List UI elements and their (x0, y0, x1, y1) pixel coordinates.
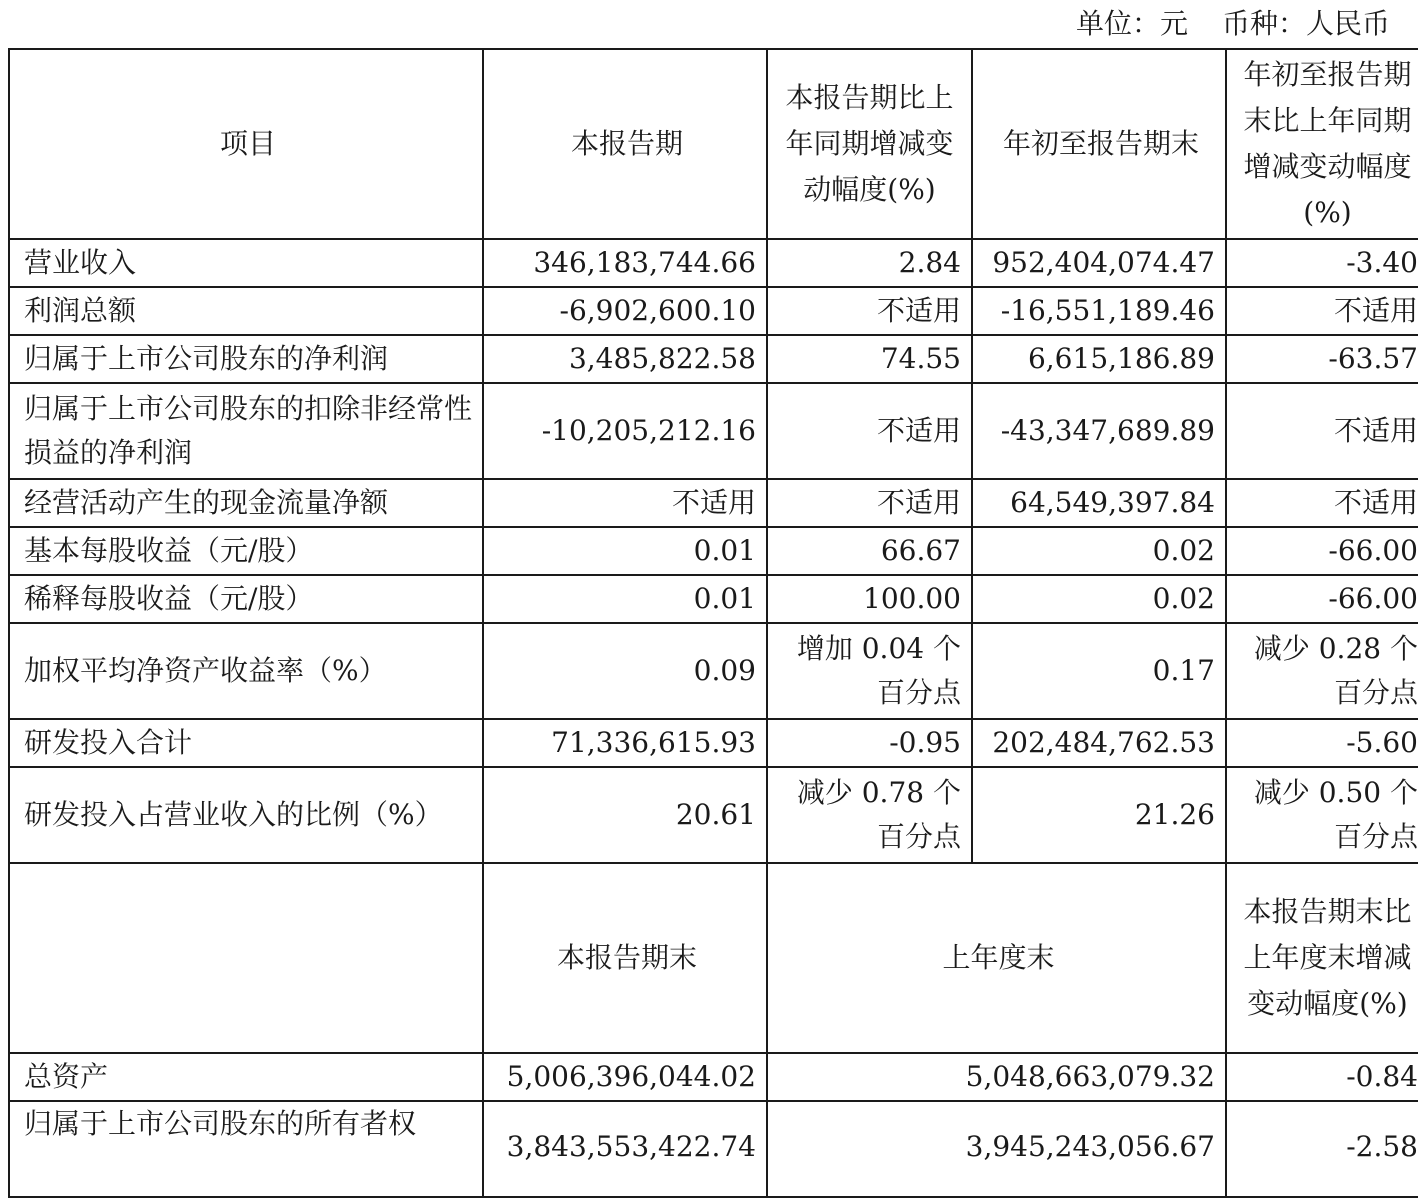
row-item: 研发投入合计 (9, 719, 483, 767)
row-ytd: 0.02 (972, 575, 1226, 623)
row-ytd-change: 不适用 (1226, 479, 1418, 527)
row-ytd: 21.26 (972, 767, 1226, 863)
row-item: 研发投入占营业收入的比例（%） (9, 767, 483, 863)
row-change: 74.55 (767, 335, 972, 383)
header-ytd: 年初至报告期末 (972, 49, 1226, 239)
row-ytd-change: -5.60 (1226, 719, 1418, 767)
row-change: 66.67 (767, 527, 972, 575)
row-ytd: -16,551,189.46 (972, 287, 1226, 335)
header-item: 项目 (9, 49, 483, 239)
row-ytd-change: -66.00 (1226, 527, 1418, 575)
row-change: -2.58 (1226, 1101, 1418, 1197)
row-item: 基本每股收益（元/股） (9, 527, 483, 575)
row-ytd: 6,615,186.89 (972, 335, 1226, 383)
row-ytd-change: -3.40 (1226, 239, 1418, 287)
header-row-balance (9, 863, 1418, 1053)
row-current: 346,183,744.66 (483, 239, 767, 287)
row-item: 归属于上市公司股东的净利润 (9, 335, 483, 383)
row-change: 不适用 (767, 479, 972, 527)
row-current: 0.01 (483, 527, 767, 575)
table-row (9, 767, 1418, 863)
row-ytd: 202,484,762.53 (972, 719, 1226, 767)
row-ytd-change: 不适用 (1226, 287, 1418, 335)
table-row (9, 287, 1418, 335)
row-change: 2.84 (767, 239, 972, 287)
unit-caption (1076, 4, 1390, 44)
row-period-end: 3,843,553,422.74 (483, 1101, 767, 1197)
row-period-end: 5,006,396,044.02 (483, 1053, 767, 1101)
row-ytd-change: 减少 0.50 个百分点 (1226, 767, 1418, 863)
header2-period-end: 本报告期末 (483, 863, 767, 1053)
row-current: 不适用 (483, 479, 767, 527)
unit-label: 单位：元 (1075, 7, 1188, 40)
row-change: 不适用 (767, 287, 972, 335)
row-change: 100.00 (767, 575, 972, 623)
table-row (9, 479, 1418, 527)
row-prior-year-end: 3,945,243,056.67 (767, 1101, 1226, 1197)
row-ytd: -43,347,689.89 (972, 383, 1226, 479)
header2-prior-year-end: 上年度末 (767, 863, 1226, 1053)
row-ytd-change: -66.00 (1226, 575, 1418, 623)
table-row (9, 575, 1418, 623)
header-current-period: 本报告期 (483, 49, 767, 239)
table-row (9, 1101, 1418, 1197)
row-current: 0.09 (483, 623, 767, 719)
row-item: 加权平均净资产收益率（%） (9, 623, 483, 719)
table-row (9, 239, 1418, 287)
row-current: -6,902,600.10 (483, 287, 767, 335)
row-ytd: 64,549,397.84 (972, 479, 1226, 527)
row-ytd: 952,404,074.47 (972, 239, 1226, 287)
row-ytd: 0.17 (972, 623, 1226, 719)
row-current: 20.61 (483, 767, 767, 863)
header-row (9, 49, 1418, 239)
header2-change: 本报告期末比上年度末增减变动幅度(%) (1226, 863, 1418, 1053)
row-ytd: 0.02 (972, 527, 1226, 575)
table-row (9, 527, 1418, 575)
row-change: 不适用 (767, 383, 972, 479)
row-ytd-change: -63.57 (1226, 335, 1418, 383)
row-item: 经营活动产生的现金流量净额 (9, 479, 483, 527)
row-item: 稀释每股收益（元/股） (9, 575, 483, 623)
row-item: 营业收入 (9, 239, 483, 287)
row-current: -10,205,212.16 (483, 383, 767, 479)
currency-label: 币种：人民币 (1221, 7, 1390, 40)
row-item: 利润总额 (9, 287, 483, 335)
table-row (9, 383, 1418, 479)
table-row (9, 623, 1418, 719)
row-ytd-change: 减少 0.28 个百分点 (1226, 623, 1418, 719)
row-change: -0.95 (767, 719, 972, 767)
table-row (9, 1053, 1418, 1101)
financial-data-table (8, 48, 1418, 1198)
row-current: 71,336,615.93 (483, 719, 767, 767)
header-current-change: 本报告期比上年同期增减变动幅度(%) (767, 49, 972, 239)
row-prior-year-end: 5,048,663,079.32 (767, 1053, 1226, 1101)
header2-item (9, 863, 483, 1053)
row-change: 减少 0.78 个百分点 (767, 767, 972, 863)
row-item: 归属于上市公司股东的所有者权 (9, 1101, 483, 1197)
table-row (9, 719, 1418, 767)
row-item: 归属于上市公司股东的扣除非经常性损益的净利润 (9, 383, 483, 479)
row-item: 总资产 (9, 1053, 483, 1101)
row-ytd-change: 不适用 (1226, 383, 1418, 479)
row-change: 增加 0.04 个百分点 (767, 623, 972, 719)
row-change: -0.84 (1226, 1053, 1418, 1101)
header-ytd-change: 年初至报告期末比上年同期增减变动幅度(%) (1226, 49, 1418, 239)
row-current: 0.01 (483, 575, 767, 623)
row-current: 3,485,822.58 (483, 335, 767, 383)
table-row (9, 335, 1418, 383)
